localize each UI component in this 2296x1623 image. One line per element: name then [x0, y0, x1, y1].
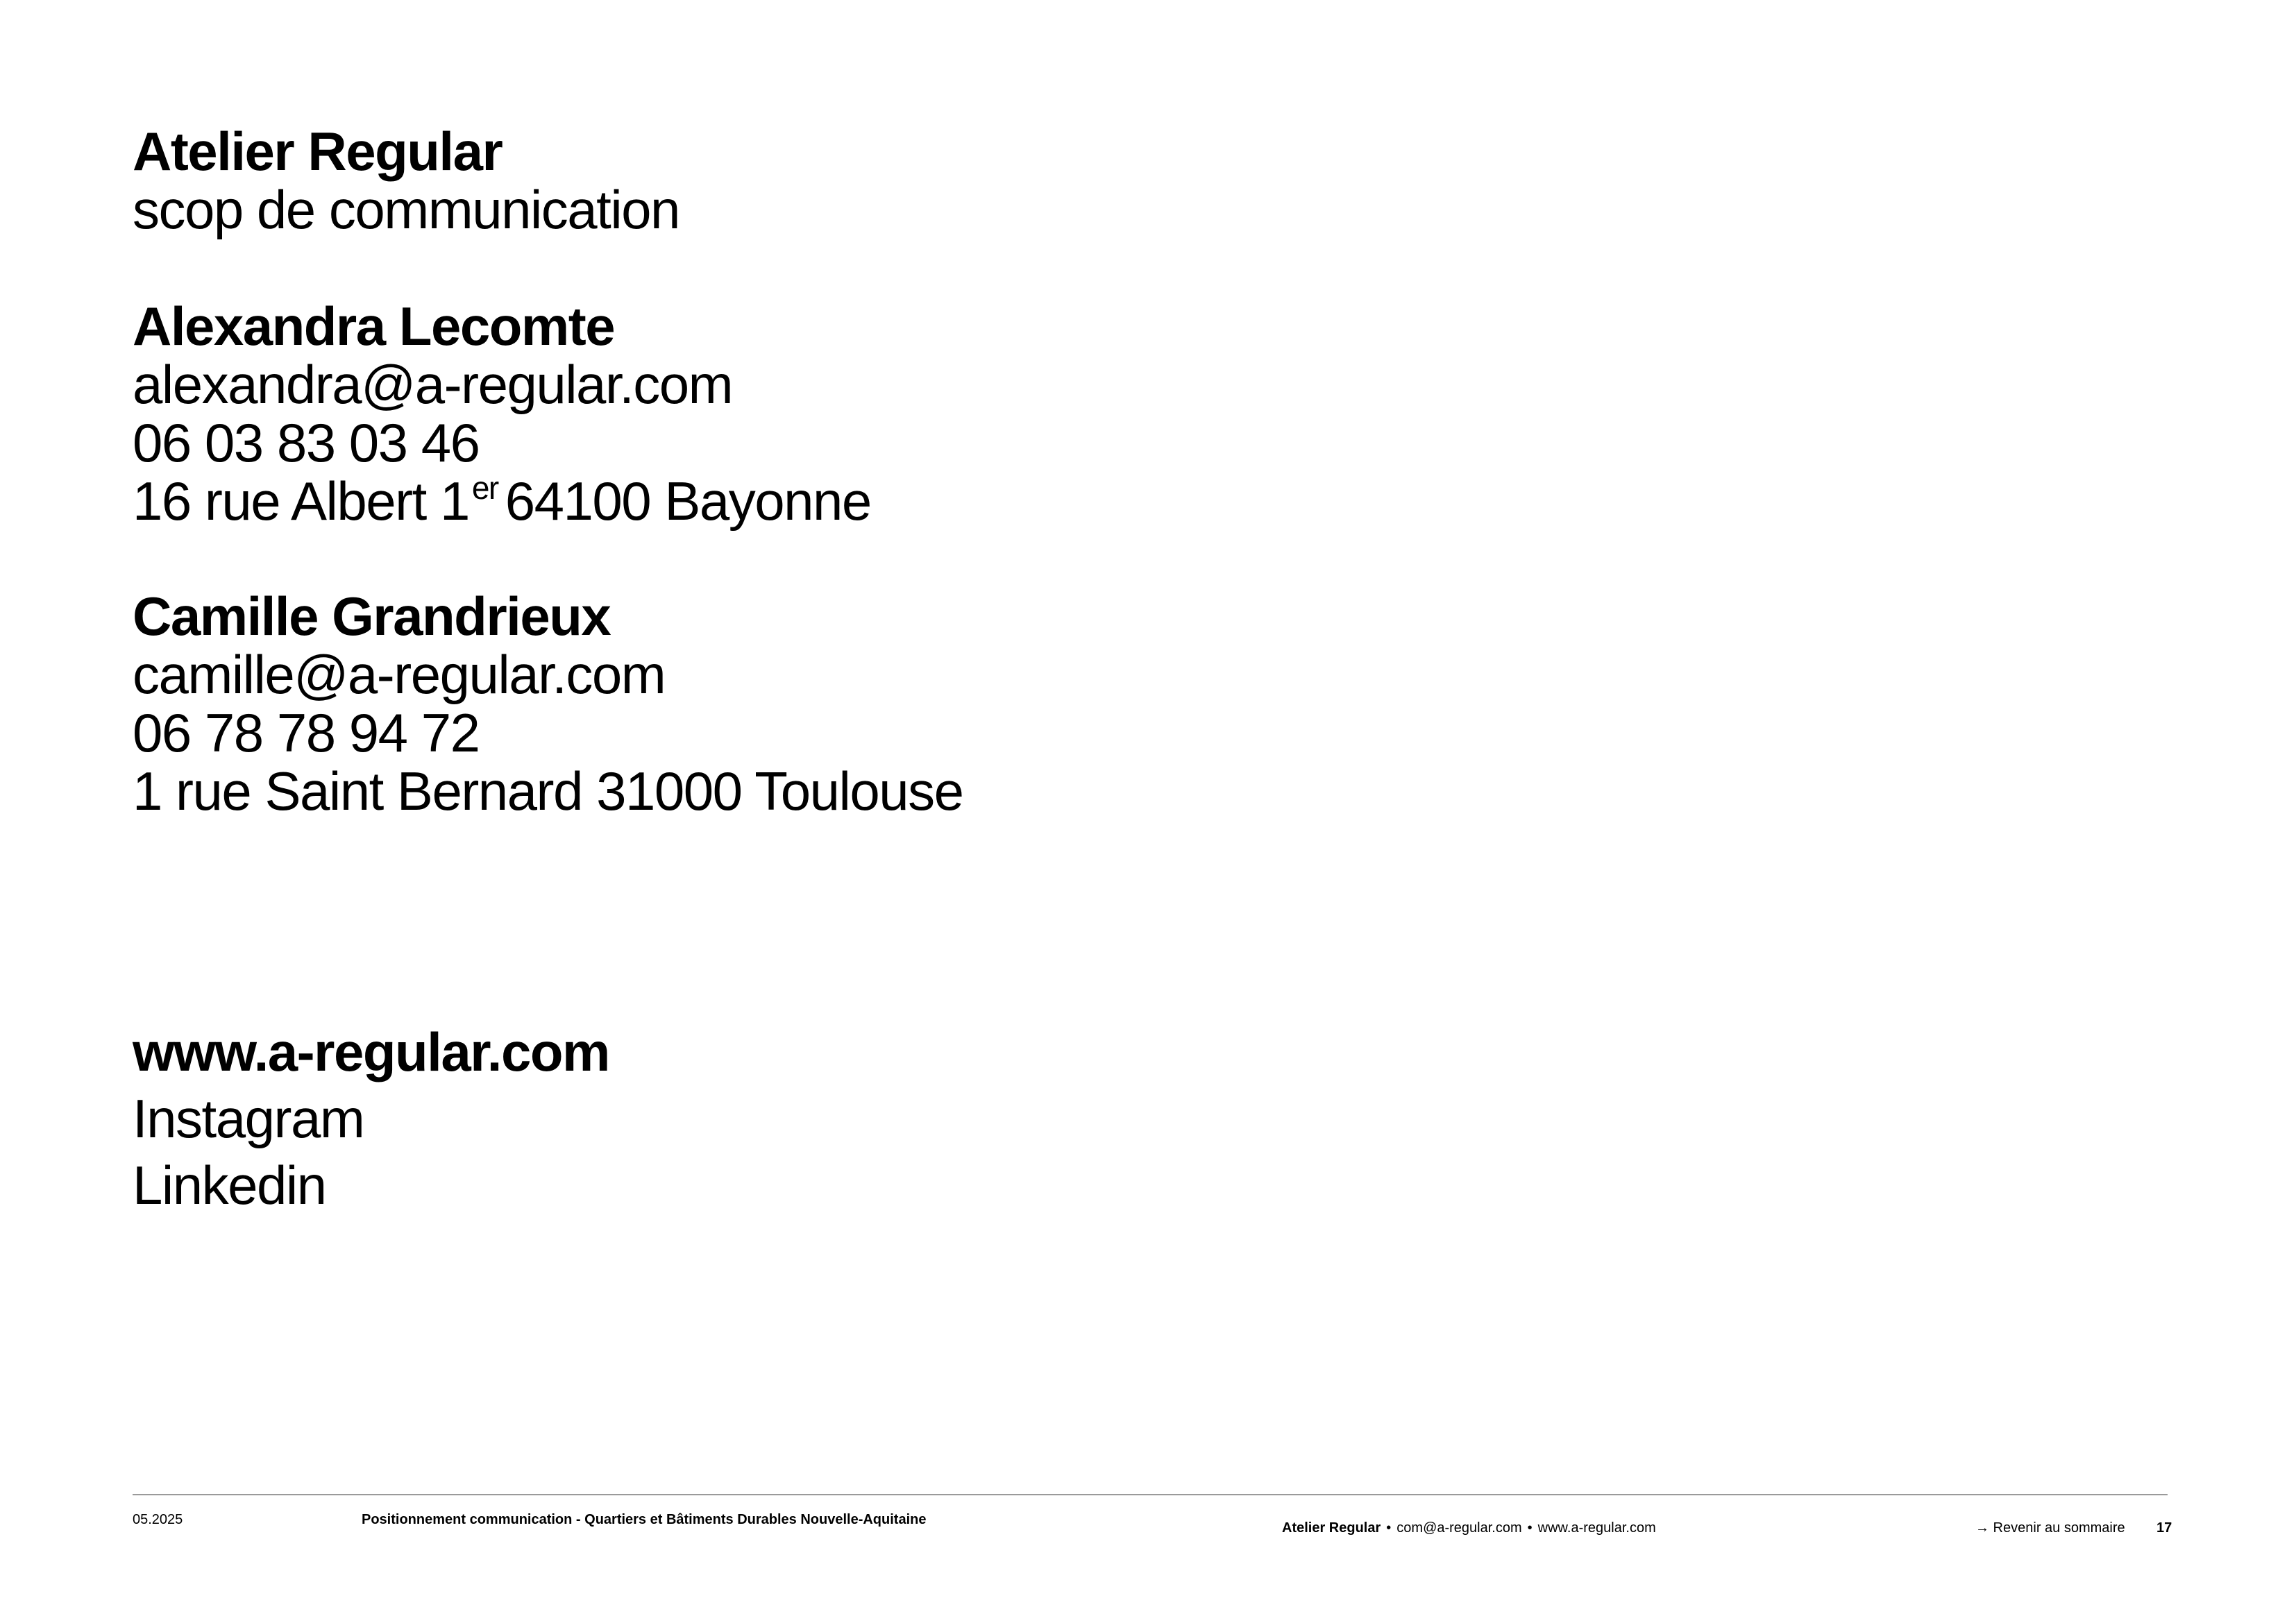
- contact-name: Camille Grandrieux: [133, 586, 611, 647]
- contact-email[interactable]: camille@a-regular.com: [133, 644, 666, 705]
- footer-website-link[interactable]: www.a-regular.com: [1537, 1520, 1656, 1536]
- footer-separator: •: [1386, 1520, 1392, 1536]
- contact-address: [133, 472, 871, 538]
- organization-name: Atelier Regular: [133, 121, 503, 182]
- linkedin-link[interactable]: Linkedin: [133, 1155, 326, 1216]
- address-street: 16 rue Albert 1: [133, 470, 469, 532]
- website-link[interactable]: www.a-regular.com: [133, 1021, 609, 1082]
- contact-email[interactable]: alexandra@a-regular.com: [133, 354, 733, 415]
- footer-separator: •: [1527, 1520, 1533, 1536]
- footer-divider: [133, 1494, 2168, 1495]
- contact-address: 1 rue Saint Bernard 31000 Toulouse: [133, 760, 963, 822]
- instagram-link[interactable]: Instagram: [133, 1088, 364, 1149]
- footer-date: 05.2025: [133, 1512, 183, 1527]
- footer-email-link[interactable]: com@a-regular.com: [1396, 1520, 1522, 1536]
- footer-document-title: Positionnement communication - Quartiers et Bâtiments Durables Nouvelle-Aquitaine: [362, 1512, 927, 1527]
- address-city: 64100 Bayonne: [505, 470, 871, 532]
- back-to-summary-link[interactable]: → Revenir au sommaire: [1975, 1520, 2125, 1536]
- footer-organization: [1282, 1520, 1656, 1536]
- contact-phone[interactable]: 06 03 83 03 46: [133, 412, 480, 473]
- contact-card: [133, 587, 963, 820]
- organization-block: [133, 122, 679, 239]
- footer-org-name: Atelier Regular: [1282, 1520, 1381, 1536]
- contact-phone[interactable]: 06 78 78 94 72: [133, 702, 480, 763]
- page-number: 17: [2156, 1520, 2172, 1536]
- contact-name: Alexandra Lecomte: [133, 296, 615, 357]
- address-ordinal: er: [471, 470, 498, 506]
- links-block: [133, 1023, 609, 1218]
- contact-card: [133, 297, 871, 538]
- organization-subtitle: scop de communication: [133, 179, 679, 240]
